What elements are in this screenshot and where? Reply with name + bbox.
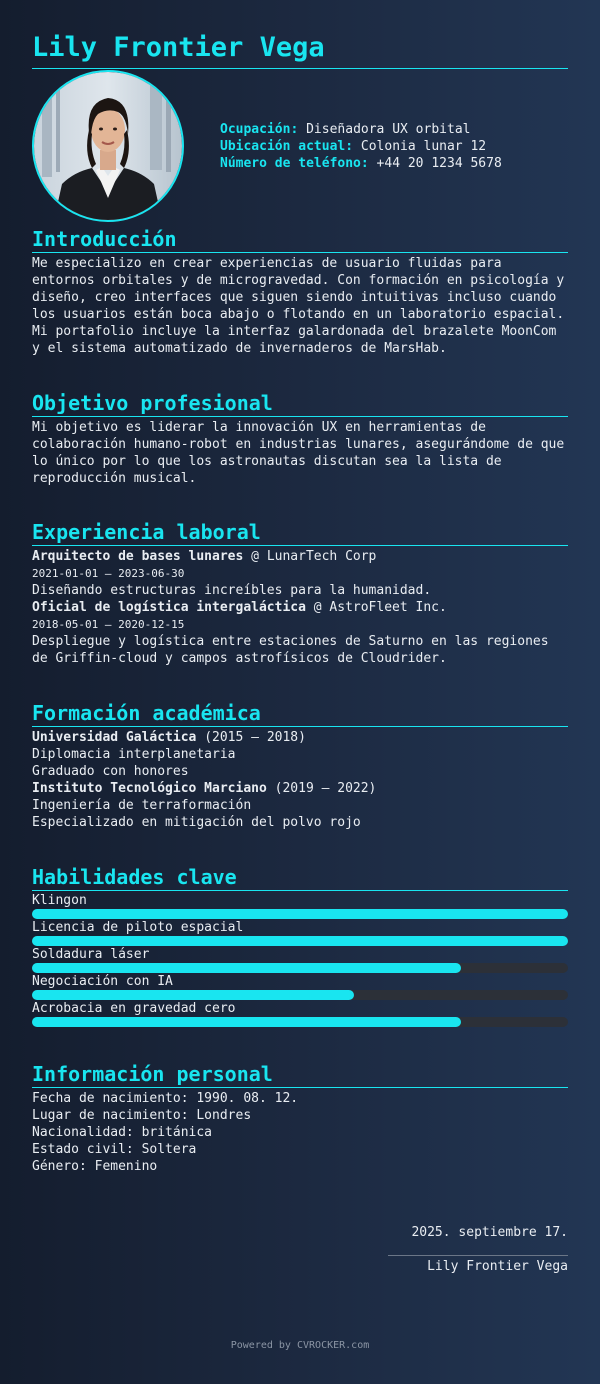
education-heading (32, 729, 568, 746)
section-divider (32, 416, 568, 417)
skill-bar-fill (32, 1017, 461, 1027)
personal-birthplace: Lugar de nacimiento: Londres (32, 1108, 252, 1123)
contact-occupation (220, 121, 502, 138)
job-dates: 2021-01-01 – 2023-06-30 (32, 567, 185, 580)
skill-name: Klingon (32, 893, 87, 908)
education-heading (32, 780, 568, 797)
section-title: Habilidades clave (32, 865, 237, 889)
education-school: Instituto Tecnológico Marciano (32, 781, 267, 796)
contact-label: Ubicación actual: (220, 139, 354, 154)
contact-value: +44 20 1234 5678 (376, 156, 502, 171)
skill-bar-fill (32, 990, 354, 1000)
job-at: @ (313, 600, 322, 615)
signature-name: Lily Frontier Vega (427, 1259, 568, 1274)
job-company: LunarTech Corp (266, 549, 377, 564)
job-role: Arquitecto de bases lunares (32, 549, 244, 564)
header-divider (32, 68, 568, 69)
job-description: Diseñando estructuras increíbles para la humanidad. (32, 583, 432, 598)
education-note: Especializado en mitigación del polvo rojo (32, 815, 361, 830)
personal-birthdate: Fecha de nacimiento: 1990. 08. 12. (32, 1091, 299, 1106)
education-section (32, 700, 568, 831)
section-divider (32, 890, 568, 891)
skill-name: Acrobacia en gravedad cero (32, 1001, 236, 1016)
section-title: Formación académica (32, 701, 261, 725)
job-at: @ (251, 549, 259, 564)
personal-section (32, 1061, 568, 1175)
footer (0, 1339, 600, 1353)
job-description: Despliegue y logística entre estaciones de Saturno en las regiones de Griffin-cloud y campos astrofísicos de Cloudrider. (32, 634, 549, 666)
section-title: Experiencia laboral (32, 520, 261, 544)
job-role: Oficial de logística intergaláctica (32, 600, 306, 615)
skill-bar-fill (32, 909, 568, 919)
job-company: AstroFleet Inc. (329, 600, 447, 615)
section-title: Información personal (32, 1062, 273, 1086)
intro-text: Me especializo en crear experiencias de usuario fluidas para entornos orbitales y de microgravedad. Con formación en psicología y diseño, creo interfaces que siguen siendo intuitivas incluso cuando los usuarios están boca abajo o flotando en un laboratorio espacial. Mi portafolio incluye la interfaz galardonada del brazalete MoonCom y el sistema automatizado de invernaderos de MarsHab. (32, 256, 565, 356)
education-years: (2019 – 2022) (274, 781, 377, 796)
footer-brand-link[interactable]: CVROCKER.com (297, 1340, 370, 1351)
skill-bar-track (32, 963, 568, 973)
objective-text: Mi objetivo es liderar la innovación UX en herramientas de colaboración humano-robot en industrias lunares, asegurándome de que lo único por lo que los astronautas discutan sea la lista de reproducción musical. (32, 420, 565, 486)
contact-info (220, 121, 502, 172)
contact-value: Colonia lunar 12 (360, 139, 487, 154)
skill-bar-fill (32, 936, 568, 946)
job-heading (32, 548, 568, 565)
contact-label: Número de teléfono: (220, 156, 369, 171)
skill-name: Negociación con IA (32, 974, 173, 989)
personal-gender: Género: Femenino (32, 1159, 158, 1174)
section-divider (32, 545, 568, 546)
skills-section (32, 864, 568, 1028)
skill-bar-fill (32, 963, 461, 973)
section-divider (32, 252, 568, 253)
contact-value: Diseñadora UX orbital (306, 122, 471, 137)
education-degree: Diplomacia interplanetaria (32, 747, 236, 762)
intro-section (32, 226, 568, 357)
signature-date: 2025. septiembre 17. (411, 1225, 568, 1240)
education-school: Universidad Galáctica (32, 730, 197, 745)
job-dates: 2018-05-01 – 2020-12-15 (32, 618, 185, 631)
section-title: Introducción (32, 227, 177, 251)
experience-section (32, 519, 568, 667)
skill-bar-track (32, 990, 568, 1000)
contact-location (220, 138, 502, 155)
personal-nationality: Nacionalidad: británica (32, 1125, 213, 1140)
avatar-photo-icon (34, 72, 182, 220)
footer-prefix: Powered by (230, 1340, 291, 1351)
skill-name: Soldadura láser (32, 947, 150, 962)
personal-marital-status: Estado civil: Soltera (32, 1142, 197, 1157)
job-heading (32, 599, 568, 616)
skill-bar-track (32, 936, 568, 946)
contact-phone (220, 155, 502, 172)
skill-bar-track (32, 909, 568, 919)
candidate-name: Lily Frontier Vega (32, 32, 325, 63)
education-years: (2015 – 2018) (204, 730, 306, 745)
education-note: Graduado con honores (32, 764, 189, 779)
contact-label: Ocupación: (220, 122, 299, 137)
section-divider (32, 1087, 568, 1088)
section-divider (32, 726, 568, 727)
signature-line (388, 1255, 568, 1256)
education-degree: Ingeniería de terraformación (32, 798, 252, 813)
skill-name: Licencia de piloto espacial (32, 920, 244, 935)
objective-section (32, 390, 568, 487)
section-title: Objetivo profesional (32, 391, 273, 415)
avatar (32, 70, 184, 222)
skill-bar-track (32, 1017, 568, 1027)
